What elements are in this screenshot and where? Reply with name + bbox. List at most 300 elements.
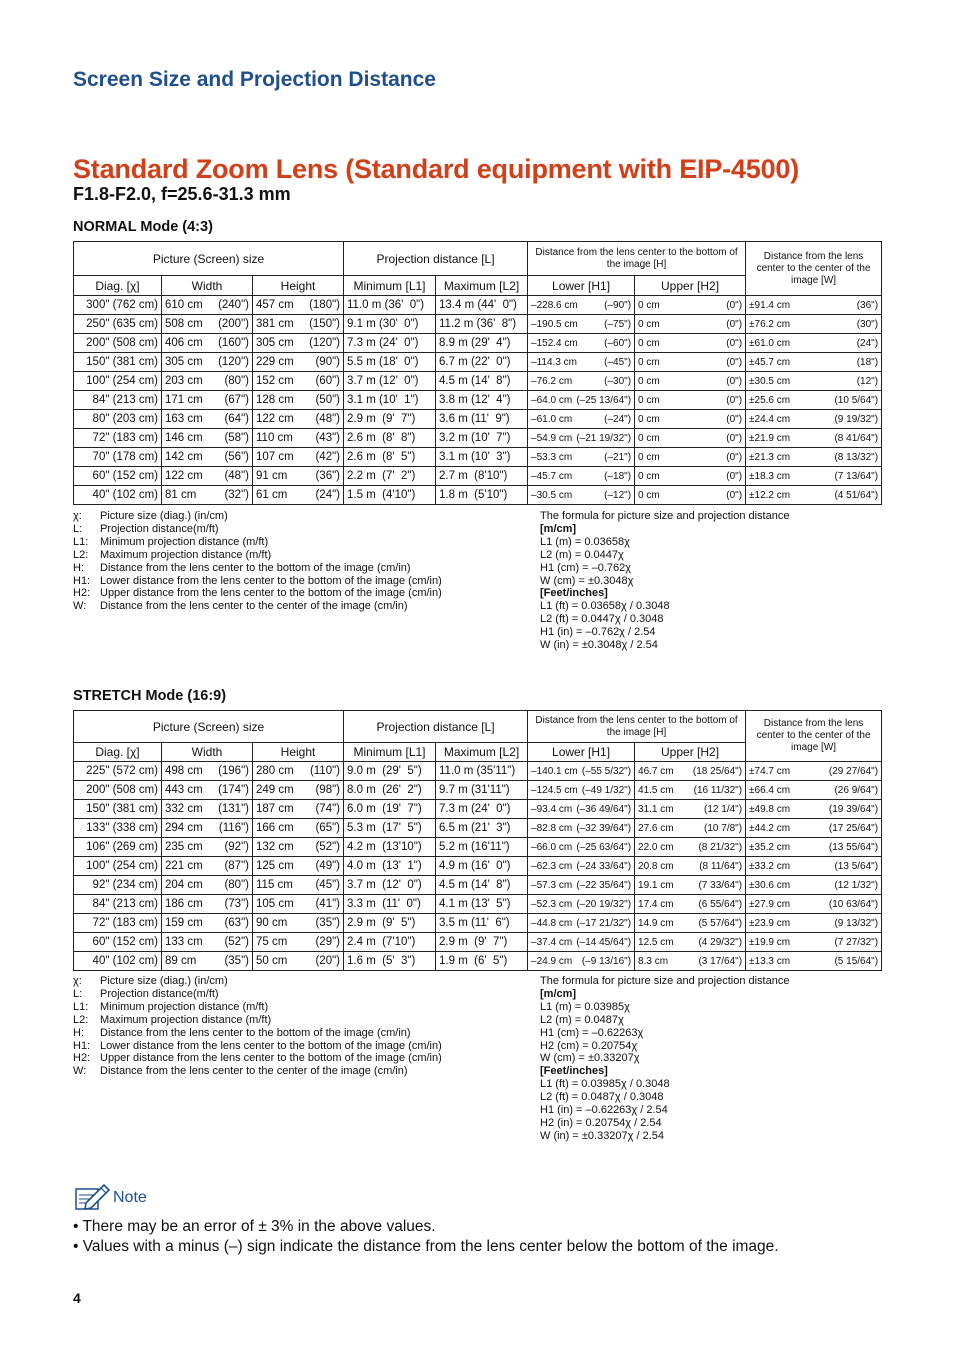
cell-value: 2.2 m (7' 2")	[347, 470, 416, 482]
height-cell	[253, 391, 344, 410]
upper-cell	[635, 838, 746, 857]
legend-key: L2:	[73, 548, 89, 561]
upper-cell	[635, 353, 746, 372]
upper-cell	[635, 895, 746, 914]
cell-value: 0 cm	[638, 394, 660, 406]
cell-value: 3.7 m (12' 0")	[347, 879, 422, 891]
cell-value: 122 cm	[256, 413, 294, 425]
center-cell	[746, 895, 882, 914]
diag-cell	[74, 429, 162, 448]
max-distance-cell	[436, 334, 528, 353]
header-distance-center: Distance from the lens center to the center of the image [W]	[746, 711, 882, 762]
legend-item	[73, 575, 442, 588]
width-cell	[162, 857, 253, 876]
lens-spec-subtitle: F1.8-F2.0, f=25.6-31.3 mm	[73, 184, 291, 204]
cell-value: 84" (213 cm)	[92, 394, 158, 406]
table-row	[74, 762, 882, 781]
cell-value: 3.6 m (11' 9")	[439, 413, 510, 425]
cell-value: (–90")	[604, 299, 632, 311]
width-cell	[162, 781, 253, 800]
lower-cell	[528, 334, 635, 353]
cell-value: 132 cm	[256, 841, 294, 853]
cell-value: 187 cm	[256, 803, 294, 815]
header-width: Width	[162, 276, 253, 296]
cell-value: 6.7 m (22' 0")	[439, 356, 511, 368]
legend-text: Upper distance from the lens center to the bottom of the image (cm/in)	[100, 1052, 442, 1065]
min-distance-cell	[344, 353, 436, 372]
formula-line: [Feet/inches]	[540, 587, 608, 600]
diag-cell	[74, 372, 162, 391]
cell-value: 106" (269 cm)	[86, 841, 158, 853]
cell-value: 4.0 m (13' 1")	[347, 860, 422, 872]
formula-line: H2 (cm) = 0.20754χ	[540, 1039, 638, 1052]
cell-value: (17 25/64")	[828, 822, 879, 834]
lower-cell	[528, 838, 635, 857]
max-distance-cell	[436, 952, 528, 971]
legend-key: H1:	[73, 1039, 91, 1052]
legend-item	[73, 600, 442, 613]
width-cell	[162, 296, 253, 315]
center-cell	[746, 762, 882, 781]
max-distance-cell	[436, 410, 528, 429]
cell-value: –228.6 cm	[531, 299, 578, 311]
header-distance-bottom: Distance from the lens center to the bottom of the image [H]	[528, 242, 746, 276]
cell-value: 300" (762 cm)	[86, 299, 158, 311]
cell-value: (24")	[856, 337, 879, 349]
cell-value: (92")	[224, 841, 249, 853]
cell-value: 186 cm	[165, 898, 203, 910]
cell-value: ±21.3 cm	[749, 451, 791, 463]
normal-legend	[73, 510, 442, 613]
lower-cell	[528, 952, 635, 971]
width-cell	[162, 914, 253, 933]
cell-value: (8 41/64")	[834, 432, 879, 444]
cell-value: 3.1 m (10' 1")	[347, 394, 419, 406]
legend-text: Picture size (diag.) (in/cm)	[100, 510, 228, 522]
legend-key: W:	[73, 600, 87, 613]
diag-cell	[74, 486, 162, 505]
center-cell	[746, 372, 882, 391]
cell-value: 203 cm	[165, 375, 203, 387]
cell-value: 152 cm	[256, 375, 294, 387]
cell-value: (36")	[315, 470, 341, 482]
cell-value: –190.5 cm	[531, 318, 578, 330]
legend-item	[73, 1001, 442, 1014]
table-row	[74, 819, 882, 838]
cell-value: ±30.5 cm	[749, 375, 791, 387]
cell-value: (180")	[309, 299, 341, 311]
cell-value: (120")	[218, 356, 249, 368]
cell-value: (–12")	[604, 489, 632, 501]
upper-cell	[635, 372, 746, 391]
cell-value: 41.5 cm	[638, 784, 674, 796]
cell-value: 249 cm	[256, 784, 294, 796]
cell-value: –152.4 cm	[531, 337, 578, 349]
cell-value: 3.8 m (12' 4")	[439, 394, 511, 406]
cell-value: 235 cm	[165, 841, 203, 853]
note-bullet: • There may be an error of ± 3% in the above values.	[73, 1218, 436, 1235]
cell-value: (18")	[856, 356, 879, 368]
cell-value: 75 cm	[256, 936, 288, 948]
header-lower: Lower [H1]	[528, 276, 635, 296]
diag-cell	[74, 334, 162, 353]
cell-value: –140.1 cm	[531, 765, 578, 777]
table-row	[74, 448, 882, 467]
cell-value: 2.9 m (9' 5")	[347, 917, 416, 929]
cell-value: (3 17/64")	[698, 955, 743, 967]
max-distance-cell	[436, 857, 528, 876]
cell-value: 22.0 cm	[638, 841, 674, 853]
cell-value: (0")	[726, 356, 743, 368]
upper-cell	[635, 952, 746, 971]
cell-value: 0 cm	[638, 489, 660, 501]
cell-value: 171 cm	[165, 394, 203, 406]
legend-item	[73, 536, 442, 549]
cell-value: (36")	[856, 299, 879, 311]
cell-value: (0")	[726, 489, 743, 501]
cell-value: (–30")	[604, 375, 632, 387]
width-cell	[162, 391, 253, 410]
header-picture-size: Picture (Screen) size	[74, 711, 344, 743]
header-diag: Diag. [χ]	[74, 743, 162, 762]
height-cell	[253, 914, 344, 933]
cell-value: 0 cm	[638, 356, 660, 368]
legend-text: Upper distance from the lens center to the bottom of the image (cm/in)	[100, 587, 442, 600]
cell-value: 225" (572 cm)	[86, 765, 158, 777]
cell-value: (48")	[224, 470, 249, 482]
cell-value: 105 cm	[256, 898, 294, 910]
normal-formula	[540, 510, 789, 652]
center-cell	[746, 486, 882, 505]
min-distance-cell	[344, 315, 436, 334]
cell-value: (–45")	[604, 356, 632, 368]
formula-line: [m/cm]	[540, 987, 577, 1000]
cell-value: 46.7 cm	[638, 765, 674, 777]
max-distance-cell	[436, 914, 528, 933]
legend-text: Projection distance(m/ft)	[100, 987, 219, 1000]
cell-value: (196")	[218, 765, 249, 777]
cell-value: ±45.7 cm	[749, 356, 791, 368]
center-cell	[746, 296, 882, 315]
min-distance-cell	[344, 410, 436, 429]
cell-value: 1.5 m (4'10")	[347, 489, 416, 501]
cell-value: 0 cm	[638, 451, 660, 463]
cell-value: (5 15/64")	[834, 955, 879, 967]
cell-value: 280 cm	[256, 765, 294, 777]
header-upper: Upper [H2]	[635, 743, 746, 762]
center-cell	[746, 448, 882, 467]
cell-value: (0")	[726, 451, 743, 463]
legend-text: Picture size (diag.) (in/cm)	[100, 975, 228, 987]
cell-value: 0 cm	[638, 375, 660, 387]
cell-value: (0")	[726, 375, 743, 387]
cell-value: 84" (213 cm)	[92, 898, 158, 910]
cell-value: (–60")	[604, 337, 632, 349]
legend-item	[73, 1014, 442, 1027]
table-row	[74, 933, 882, 952]
max-distance-cell	[436, 876, 528, 895]
stretch-table-body	[74, 762, 882, 971]
center-cell	[746, 315, 882, 334]
cell-value: 81 cm	[165, 489, 197, 501]
max-distance-cell	[436, 895, 528, 914]
cell-value: 9.1 m (30' 0")	[347, 318, 419, 330]
center-cell	[746, 353, 882, 372]
header-maximum: Maximum [L2]	[436, 743, 528, 762]
cell-value: (8 21/32")	[698, 841, 743, 853]
legend-text: Maximum projection distance (m/ft)	[100, 1013, 272, 1026]
cell-value: –61.0 cm	[531, 413, 573, 425]
cell-value: (87")	[224, 860, 249, 872]
header-height: Height	[253, 743, 344, 762]
cell-value: 31.1 cm	[638, 803, 674, 815]
formula-line: H1 (cm) = –0.62263χ	[540, 1026, 644, 1039]
legend-text: Distance from the lens center to the bottom of the image (cm/in)	[100, 561, 411, 574]
cell-value: ±24.4 cm	[749, 413, 791, 425]
cell-value: (49")	[315, 860, 341, 872]
cell-value: (13 5/64")	[834, 860, 879, 872]
cell-value: (0")	[726, 318, 743, 330]
height-cell	[253, 895, 344, 914]
cell-value: 498 cm	[165, 765, 203, 777]
section-title: Screen Size and Projection Distance	[73, 68, 436, 91]
height-cell	[253, 372, 344, 391]
cell-value: ±23.9 cm	[749, 917, 791, 929]
cell-value: ±49.8 cm	[749, 803, 791, 815]
header-distance-bottom: Distance from the lens center to the bottom of the image [H]	[528, 711, 746, 743]
legend-item	[73, 1040, 442, 1053]
cell-value: 4.5 m (14' 8")	[439, 879, 511, 891]
cell-value: 40" (102 cm)	[92, 955, 158, 967]
cell-value: 6.0 m (19' 7")	[347, 803, 422, 815]
table-row	[74, 429, 882, 448]
cell-value: (7 27/32")	[834, 936, 879, 948]
cell-value: 122 cm	[165, 470, 203, 482]
cell-value: 17.4 cm	[638, 898, 674, 910]
cell-value: 3.5 m (11' 6")	[439, 917, 510, 929]
legend-item	[73, 1065, 442, 1078]
cell-value: 110 cm	[256, 432, 293, 444]
legend-text: Minimum projection distance (m/ft)	[100, 1000, 269, 1013]
cell-value: 1.9 m (6' 5")	[439, 955, 508, 967]
cell-value: (131")	[218, 803, 249, 815]
center-cell	[746, 334, 882, 353]
cell-value: (30")	[856, 318, 879, 330]
cell-value: (32")	[224, 489, 249, 501]
cell-value: (67")	[224, 394, 249, 406]
cell-value: (–18")	[604, 470, 632, 482]
max-distance-cell	[436, 372, 528, 391]
cell-value: 40" (102 cm)	[92, 489, 158, 501]
formula-line: W (cm) = ±0.33207χ	[540, 1052, 640, 1065]
width-cell	[162, 933, 253, 952]
min-distance-cell	[344, 467, 436, 486]
note-title: Note	[113, 1189, 147, 1206]
cell-value: ±27.9 cm	[749, 898, 791, 910]
stretch-legend	[73, 975, 442, 1078]
cell-value: (5 57/64")	[698, 917, 743, 929]
max-distance-cell	[436, 800, 528, 819]
cell-value: ±25.6 cm	[749, 394, 791, 406]
table-row	[74, 876, 882, 895]
lower-cell	[528, 391, 635, 410]
cell-value: 128 cm	[256, 394, 294, 406]
formula-line: [Feet/inches]	[540, 1065, 608, 1078]
center-cell	[746, 781, 882, 800]
table-row	[74, 781, 882, 800]
lower-cell	[528, 857, 635, 876]
header-width: Width	[162, 743, 253, 762]
legend-key: H2:	[73, 1052, 91, 1065]
legend-key: χ:	[73, 510, 82, 522]
cell-value: 7.3 m (24' 0")	[439, 803, 511, 815]
cell-value: –53.3 cm	[531, 451, 573, 463]
cell-value: (80")	[224, 879, 249, 891]
diag-cell	[74, 857, 162, 876]
cell-value: 305 cm	[165, 356, 203, 368]
upper-cell	[635, 933, 746, 952]
min-distance-cell	[344, 952, 436, 971]
cell-value: 90 cm	[256, 917, 288, 929]
max-distance-cell	[436, 838, 528, 857]
formula-line: L1 (m) = 0.03658χ	[540, 535, 630, 548]
cell-value: (240")	[218, 299, 249, 311]
cell-value: 3.2 m (10' 7")	[439, 432, 511, 444]
min-distance-cell	[344, 933, 436, 952]
cell-value: (12")	[856, 375, 879, 387]
table-row	[74, 334, 882, 353]
cell-value: (98")	[315, 784, 341, 796]
center-cell	[746, 467, 882, 486]
cell-value: ±91.4 cm	[749, 299, 791, 311]
formula-line: L2 (m) = 0.0447χ	[540, 548, 624, 561]
cell-value: (42")	[315, 451, 341, 463]
cell-value: (64")	[224, 413, 249, 425]
stretch-mode-title: STRETCH Mode (16:9)	[73, 688, 227, 704]
header-lower: Lower [H1]	[528, 743, 635, 762]
cell-value: –52.3 cm	[531, 898, 573, 910]
upper-cell	[635, 857, 746, 876]
cell-value: (174")	[218, 784, 249, 796]
diag-cell	[74, 448, 162, 467]
cell-value: (–24")	[604, 413, 632, 425]
diag-cell	[74, 410, 162, 429]
cell-value: 3.1 m (10' 3")	[439, 451, 511, 463]
lower-cell	[528, 895, 635, 914]
diag-cell	[74, 315, 162, 334]
cell-value: 305 cm	[256, 337, 294, 349]
lower-cell	[528, 819, 635, 838]
lower-cell	[528, 914, 635, 933]
legend-key: H2:	[73, 587, 91, 600]
cell-value: (–25 63/64")	[576, 841, 632, 853]
table-row	[74, 895, 882, 914]
center-cell	[746, 429, 882, 448]
upper-cell	[635, 914, 746, 933]
width-cell	[162, 334, 253, 353]
normal-mode-title: NORMAL Mode (4:3)	[73, 219, 213, 235]
height-cell	[253, 296, 344, 315]
upper-cell	[635, 429, 746, 448]
cell-value: 7.3 m (24' 0")	[347, 337, 419, 349]
cell-value: 332 cm	[165, 803, 203, 815]
cell-value: 142 cm	[165, 451, 203, 463]
width-cell	[162, 800, 253, 819]
cell-value: 133" (338 cm)	[86, 822, 158, 834]
height-cell	[253, 857, 344, 876]
cell-value: (19 39/64")	[828, 803, 879, 815]
min-distance-cell	[344, 391, 436, 410]
cell-value: (52")	[224, 936, 249, 948]
height-cell	[253, 819, 344, 838]
center-cell	[746, 391, 882, 410]
table-row	[74, 372, 882, 391]
diag-cell	[74, 762, 162, 781]
cell-value: 150" (381 cm)	[86, 803, 158, 815]
width-cell	[162, 448, 253, 467]
legend-text: Projection distance(m/ft)	[100, 522, 219, 535]
cell-value: (–32 39/64")	[576, 822, 632, 834]
upper-cell	[635, 410, 746, 429]
cell-value: 229 cm	[256, 356, 294, 368]
width-cell	[162, 762, 253, 781]
cell-value: (73")	[224, 898, 249, 910]
cell-value: ±44.2 cm	[749, 822, 791, 834]
cell-value: (24")	[315, 489, 341, 501]
height-cell	[253, 334, 344, 353]
upper-cell	[635, 334, 746, 353]
cell-value: 11.0 m (36' 0")	[347, 299, 425, 311]
width-cell	[162, 838, 253, 857]
cell-value: 146 cm	[165, 432, 203, 444]
height-cell	[253, 781, 344, 800]
cell-value: (16 11/32")	[693, 784, 743, 796]
cell-value: (–36 49/64")	[576, 803, 632, 815]
min-distance-cell	[344, 429, 436, 448]
cell-value: 12.5 cm	[638, 936, 674, 948]
cell-value: –114.3 cm	[531, 356, 577, 368]
legend-item	[73, 1027, 442, 1040]
cell-value: (9 13/32")	[834, 917, 879, 929]
cell-value: –30.5 cm	[531, 489, 573, 501]
cell-value: (8 13/32")	[834, 451, 879, 463]
cell-value: 150" (381 cm)	[86, 356, 158, 368]
cell-value: 6.5 m (21' 3")	[439, 822, 511, 834]
formula-line: L1 (ft) = 0.03985χ / 0.3048	[540, 1078, 670, 1091]
cell-value: 11.0 m (35'11")	[439, 765, 516, 777]
header-distance-center: Distance from the lens center to the center of the image [W]	[746, 242, 882, 296]
formula-line: W (in) = ±0.3048χ / 2.54	[540, 639, 658, 652]
cell-value: 8.9 m (29' 4")	[439, 337, 511, 349]
cell-value: (–49 1/32")	[581, 784, 632, 796]
cell-value: 20.8 cm	[638, 860, 674, 872]
min-distance-cell	[344, 781, 436, 800]
lower-cell	[528, 372, 635, 391]
lower-cell	[528, 429, 635, 448]
cell-value: 5.5 m (18' 0")	[347, 356, 419, 368]
cell-value: –93.4 cm	[531, 803, 573, 815]
formula-line: H1 (in) = –0.762χ / 2.54	[540, 626, 656, 639]
cell-value: ±30.6 cm	[749, 879, 791, 891]
cell-value: 0 cm	[638, 432, 660, 444]
cell-value: ±19.9 cm	[749, 936, 791, 948]
header-minimum: Minimum [L1]	[344, 743, 436, 762]
height-cell	[253, 838, 344, 857]
legend-key: χ:	[73, 975, 82, 987]
cell-value: 9.0 m (29' 5")	[347, 765, 422, 777]
max-distance-cell	[436, 353, 528, 372]
width-cell	[162, 315, 253, 334]
